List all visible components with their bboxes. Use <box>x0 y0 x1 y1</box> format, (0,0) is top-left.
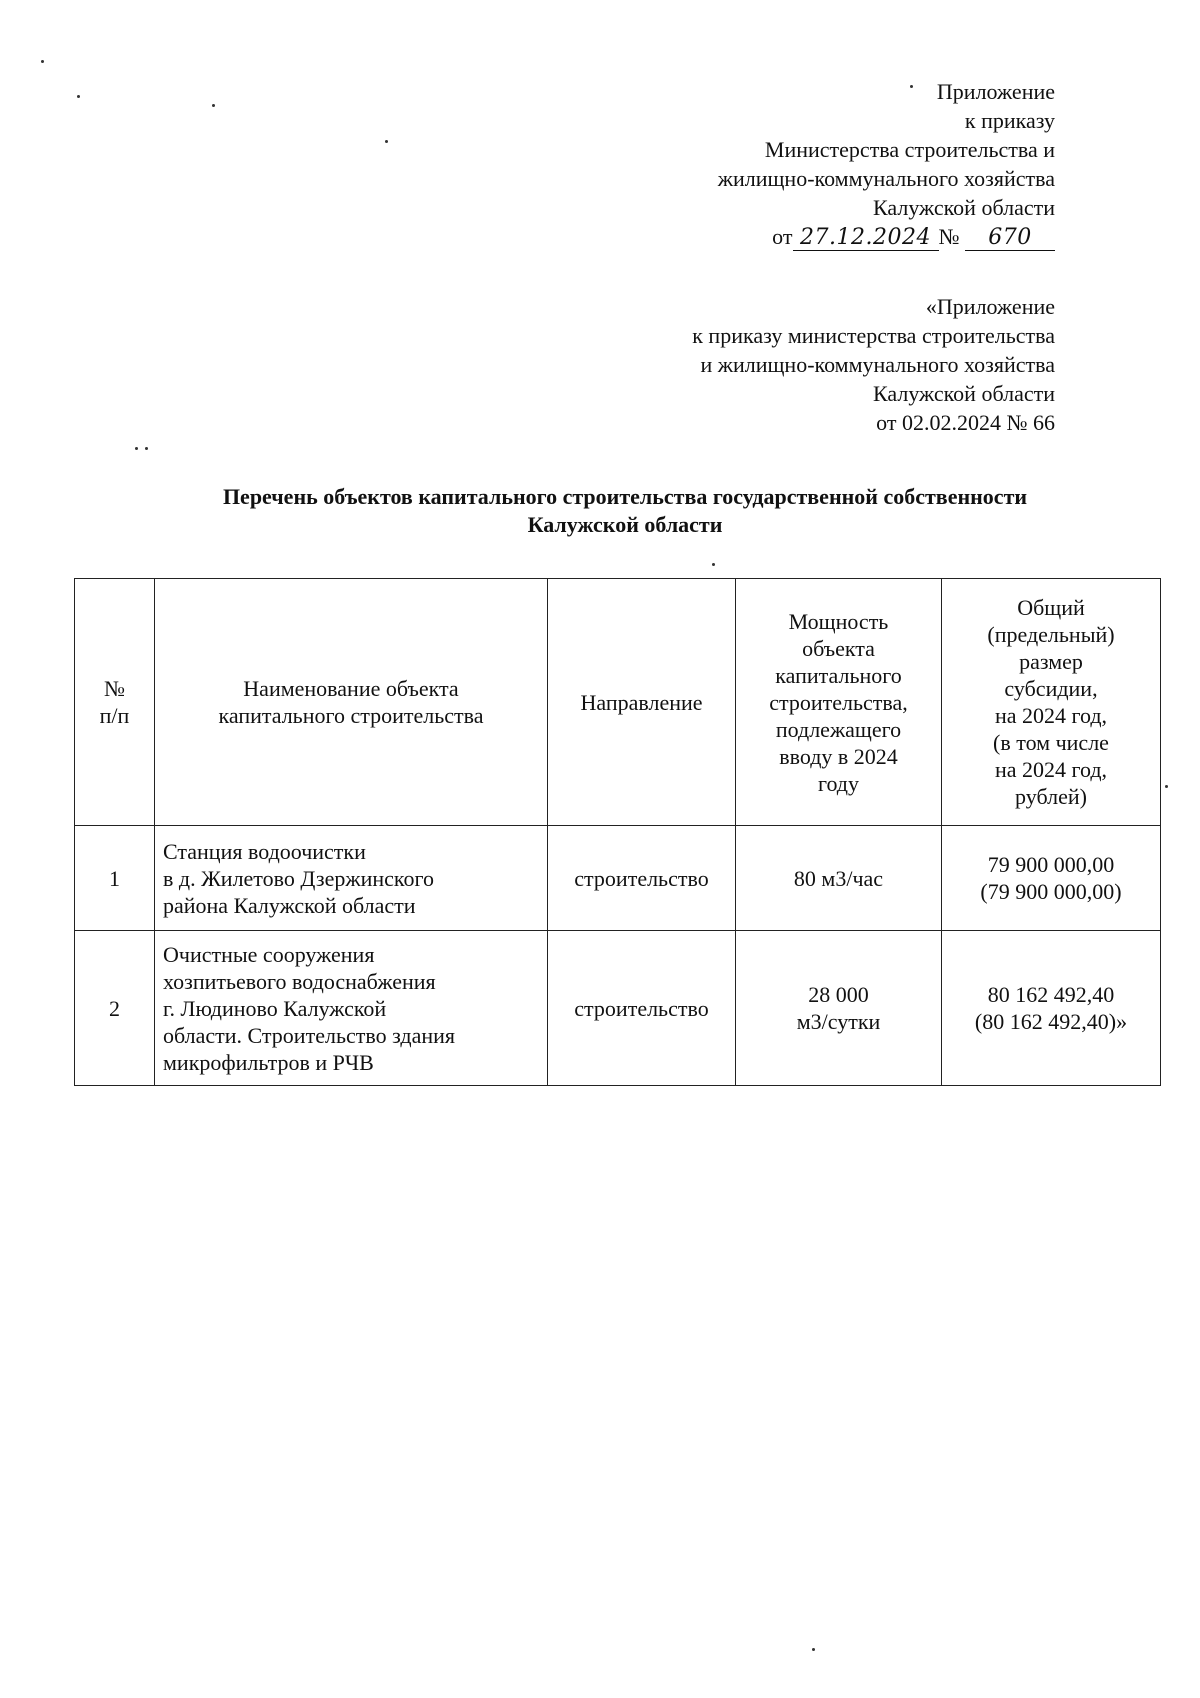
cell-name: Очистные сооружения хозпитьевого водоснабжения г. Людиново Калужской области. Строительство здания микрофильтров и РЧВ <box>155 931 548 1086</box>
cell-capacity: 80 м3/час <box>736 826 942 931</box>
date-prefix: от <box>772 224 793 249</box>
cell-subsidy: 79 900 000,00 (79 900 000,00) <box>942 826 1161 931</box>
prior-appendix-line: Калужской области <box>873 381 1055 406</box>
prior-appendix-line: к приказу министерства строительства <box>692 323 1055 348</box>
header-subsidy: Общий (предельный) размер субсидии, на 2024 год, (в том числе на 2024 год, рублей) <box>942 579 1161 826</box>
header-name: Наименование объекта капитального строительства <box>155 579 548 826</box>
scan-speck <box>135 447 138 450</box>
handwritten-number: 670 <box>965 226 1055 251</box>
appendix-line: Калужской области <box>873 195 1055 220</box>
cell-name: Станция водоочистки в д. Жилетово Дзержинского района Калужской области <box>155 826 548 931</box>
header-direction: Направление <box>548 579 736 826</box>
table-row <box>75 931 1161 1086</box>
cell-num: 1 <box>75 826 155 931</box>
appendix-title: Приложение <box>936 79 1055 104</box>
header-capacity: Мощность объекта капитального строительства, подлежащего вводу в 2024 году <box>736 579 942 826</box>
cell-subsidy: 80 162 492,40 (80 162 492,40)» <box>942 931 1161 1086</box>
title-line: Калужской области <box>527 512 723 537</box>
appendix-line: к приказу <box>964 108 1055 133</box>
number-sign: № <box>938 224 960 249</box>
header-num: № п/п <box>75 579 155 826</box>
title-line: Перечень объектов капитального строительства государственной собственности <box>222 484 1028 509</box>
prior-appendix-line: и жилищно-коммунального хозяйства <box>700 352 1055 377</box>
handwritten-date: 27.12.2024 <box>793 226 939 251</box>
scan-speck <box>41 60 44 63</box>
scan-speck <box>712 563 715 566</box>
appendix-line: Министерства строительства и <box>764 137 1055 162</box>
scan-speck <box>145 447 148 450</box>
scan-speck <box>1165 785 1168 788</box>
appendix-header <box>718 77 1055 251</box>
table-header-row <box>75 579 1161 826</box>
appendix-line: жилищно-коммунального хозяйства <box>717 166 1055 191</box>
document-title <box>90 483 1160 539</box>
cell-capacity: 28 000 м3/сутки <box>736 931 942 1086</box>
scan-speck <box>385 140 388 143</box>
cell-num: 2 <box>75 931 155 1086</box>
table-row <box>75 826 1161 931</box>
prior-appendix-line: «Приложение <box>925 294 1055 319</box>
scan-speck <box>77 95 80 98</box>
prior-appendix-header <box>692 292 1055 437</box>
scan-speck <box>212 104 215 107</box>
order-date-line <box>718 222 1055 251</box>
cell-direction: строительство <box>548 931 736 1086</box>
scan-speck <box>812 1648 815 1651</box>
objects-table <box>74 578 1161 1086</box>
scan-speck <box>910 85 913 88</box>
prior-appendix-line: от 02.02.2024 № 66 <box>876 410 1055 435</box>
cell-direction: строительство <box>548 826 736 931</box>
